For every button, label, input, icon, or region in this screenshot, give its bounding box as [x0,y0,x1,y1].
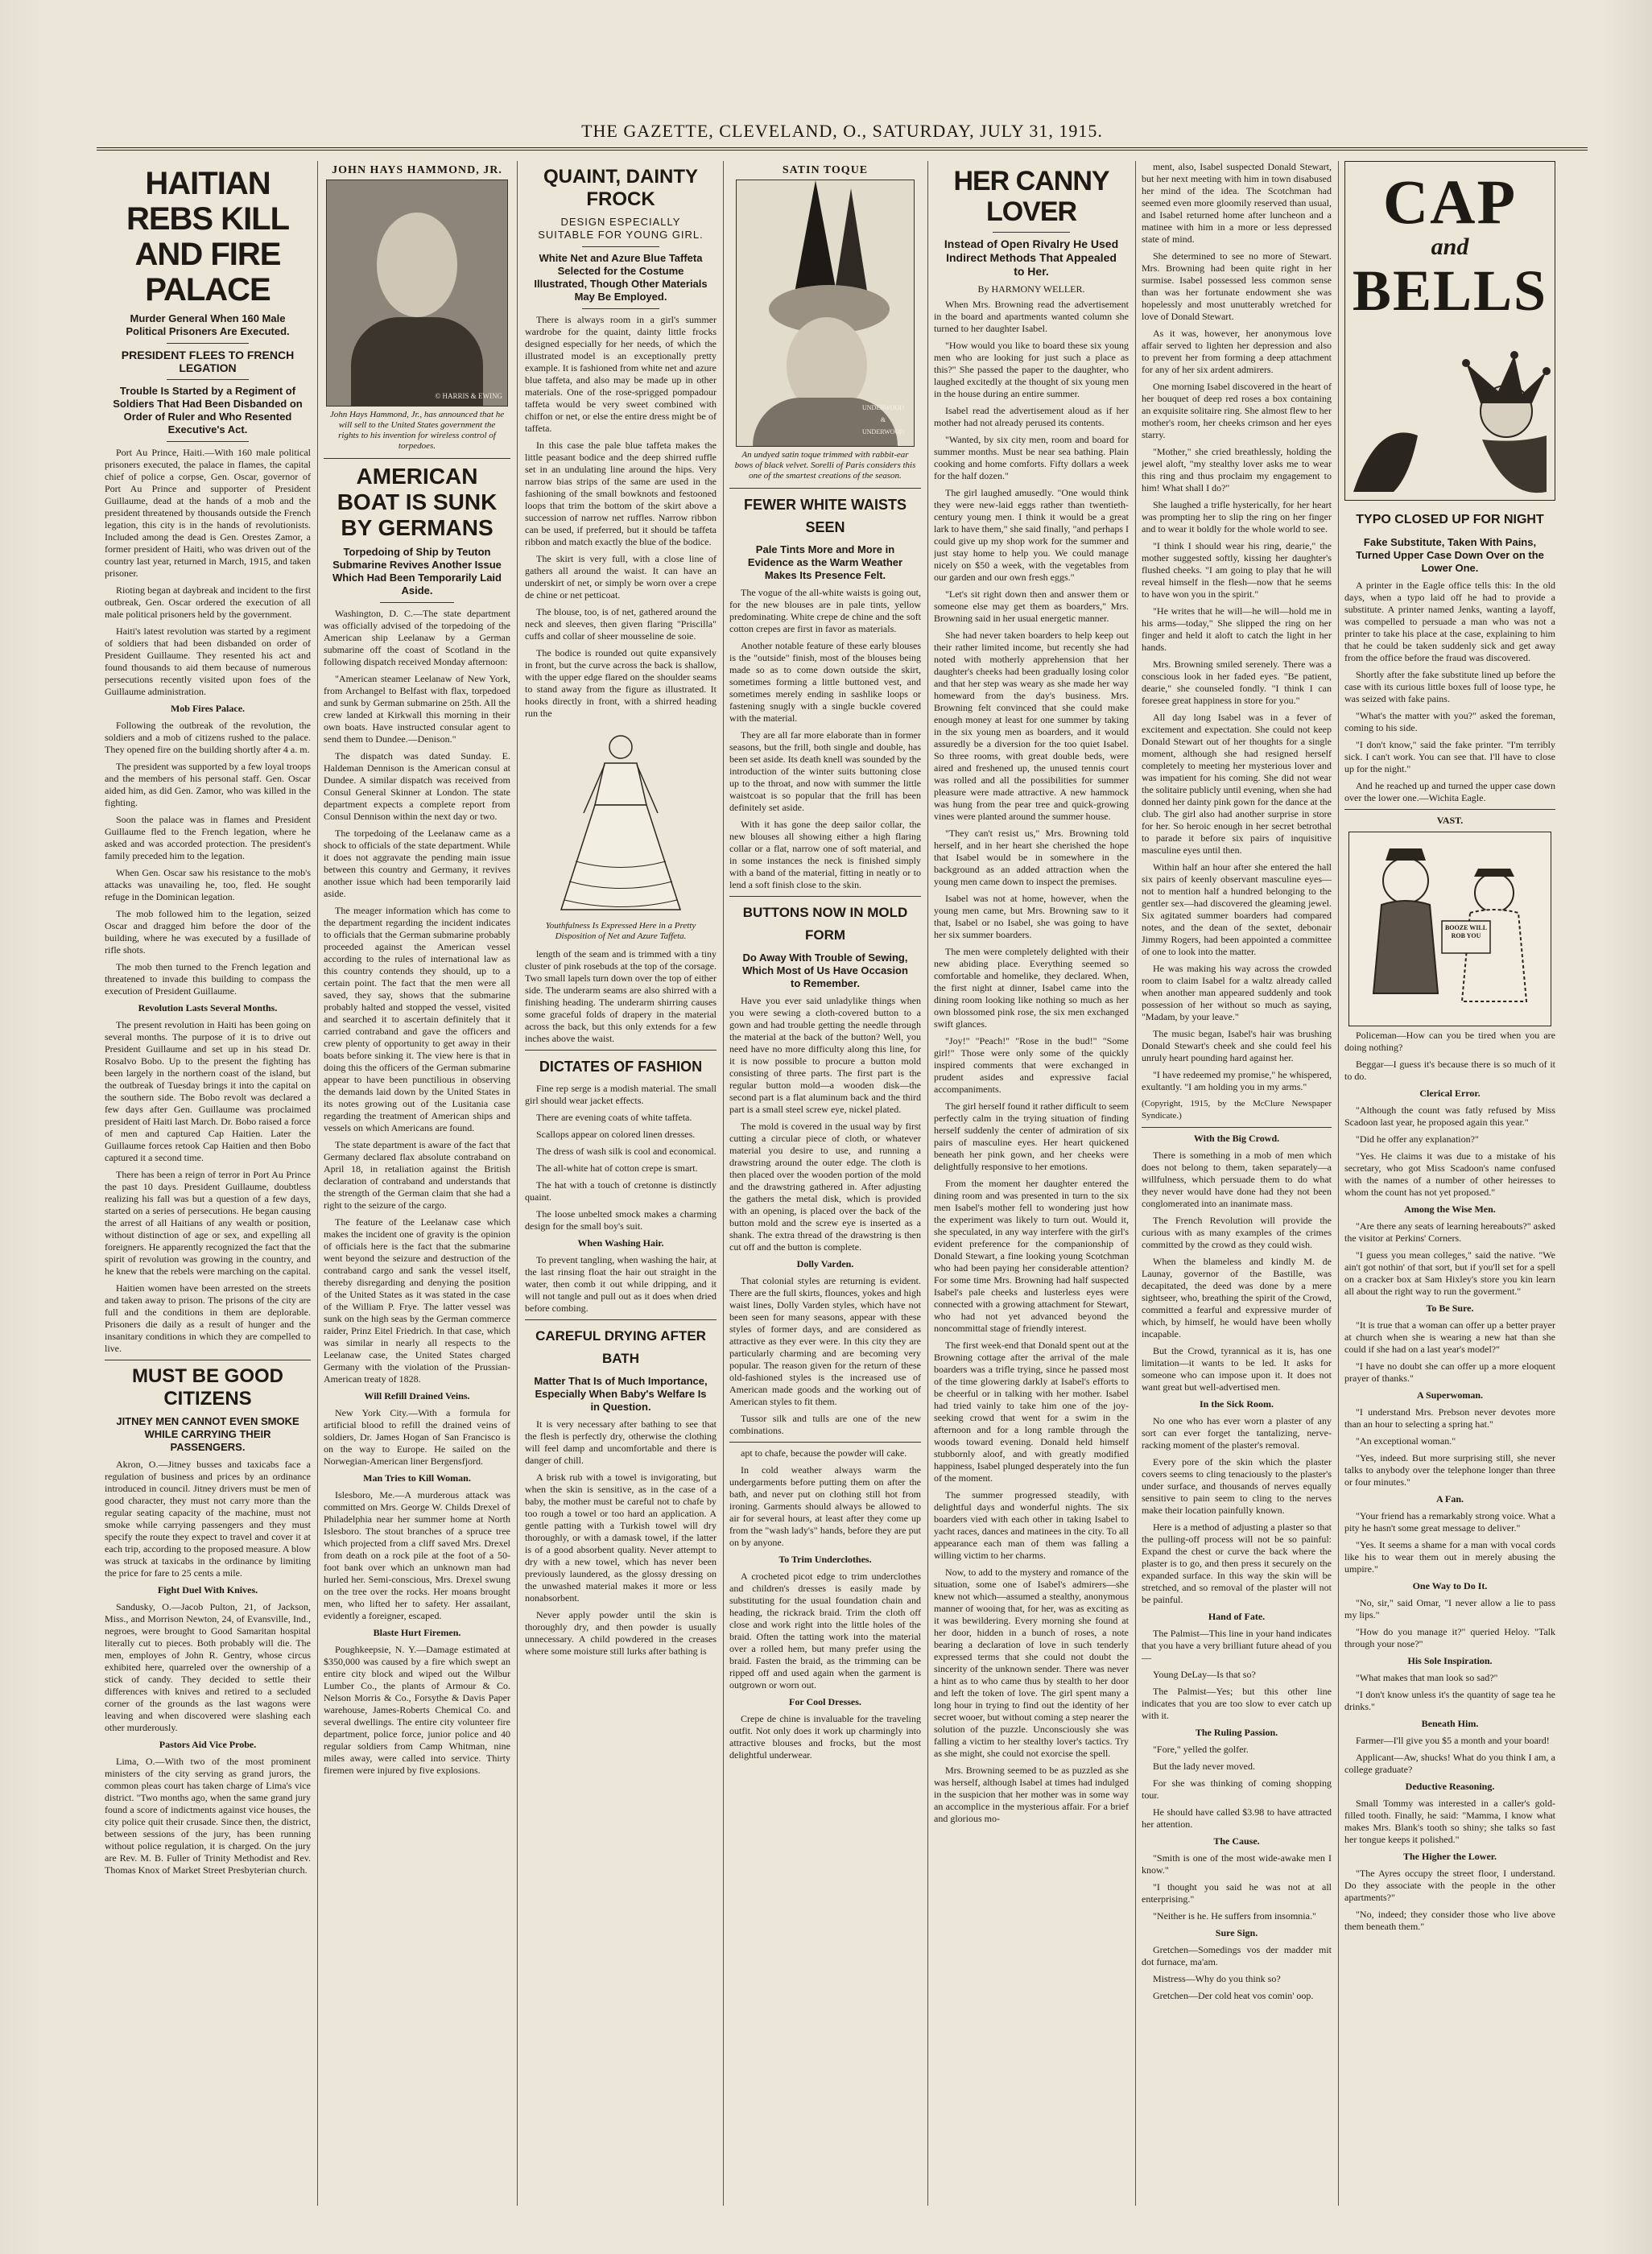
paragraph: The blouse, too, is of net, gathered around the neck and sleeves, then given flaring "Priscilla" cuffs and collar of sheer mousseline de soie. [525,606,717,642]
headline-dainty-frock: QUAINT, DAINTY FROCK [543,166,698,210]
paragraph: "I thought you said he was not at all enterprising." [1142,1881,1332,1905]
paragraph: She laughed a trifle hysterically, for her heart was prompting her to slip the ring on her finger and to wear it boldly for the whole world to see. [1142,499,1332,535]
headline-typo: TYPO CLOSED UP FOR NIGHT [1356,513,1544,526]
paragraph: Another notable feature of these early blouses is the "outside" finish, most of the blouses being made so as to come down outside the skirt, sometimes forming a little buttoned vest, and sometimes merely ending in sashlike loops or fastening snugly with a single buckle covered with the material. [729,640,921,724]
deck: JITNEY MEN CANNOT EVEN SMOKE WHILE CARRYING THEIR PASSENGERS. [116,1415,299,1453]
paragraph: "No, indeed; they consider those who live above them beneath them." [1344,1909,1555,1932]
photo-title: JOHN HAYS HAMMOND, JR. [332,164,502,176]
subhead: For Cool Dresses. [789,1696,861,1707]
divider [729,488,921,489]
paragraph: The meager information which has come to the department regarding the incident indicates to officials that the German submarine probably proceeded against the American vessel according to the rules of international law as this country contends they should, up to a certain point. The fact that the men were all saved, they say, shows that the submarine probably halted and stopped the vessel, visited and searched it to ascertain definitely that it carried contraband and gave the officers and crew plenty of opportunity to get away in their boats before sinking it. The view here is that in doing this the officers of the German submarine appear to have been punctilious in observing the demands laid down by the United States in its notes growing out of the Lusitania case regarding the treatment of American ships and vessels on which Americans are found. [324,905,510,1133]
paragraph: With it has gone the deep sailor collar, the new blouses all showing either a high flaring collar or a flat, narrow one of soft material, and in some instances the neck is finished simply with a band of the material, fitting in neatly or to lend a soft finish close to the skin. [729,819,921,890]
paragraph: ment, also, Isabel suspected Donald Stewart, but her next meeting with him in town disabused her mind of the idea. The Scotchman had seemed even more gloomily reserved than usual, and Isabel returned home after luncheon and a matinee with him in a more or less depressed state of mind. [1142,161,1332,245]
paragraph: "Did he offer any explanation?" [1356,1133,1479,1145]
paragraph: Soon the palace was in flames and President Guillaume fled to the French legation, where he asked and was accorded protection. The president's family preceded him to the legation. [105,814,311,861]
paragraph: All day long Isabel was in a fever of excitement and expectation. She could not keep Donald Stewart out of her thoughts for a single moment, although she had resigned herself completely to meeting her mysterious lover and was impatient for his coming. She did not wear the solitaire publicly until evening, when she had donned her dainty pink gown for the dance at the club. The girl also had another surprise in store for her. So heroic enough in her secret betrothal to parade it before six pairs of inquisitive masculine eyes until then. [1142,712,1332,856]
deck: Matter That Is of Much Importance, Especially When Baby's Welfare Is in Question. [534,1375,708,1413]
divider [582,246,659,247]
subhead: Clerical Error. [1419,1088,1481,1099]
paragraph: Here is a method of adjusting a plaster so that the pulling-off process will not be so painful: Expand the chest or curve the back where the plaster is to go, and then press it securely on the expanded surface. In this way the skin will be stretched, and so removal of the plaster will not be painful. [1142,1521,1332,1605]
masthead: THE GAZETTE, CLEVELAND, O., SATURDAY, JULY 31, 1915. [581,121,1103,141]
paragraph: The loose unbelted smock makes a charming design for the small boy's suit. [525,1208,717,1232]
paragraph: New York City.—With a formula for artificial blood to refill the drained veins of soldiers, Dr. James Hogan of San Francisco is on the way to Europe. He sailed on the Norwegian-American liner Bergensfjord. [324,1407,510,1467]
divider [525,1050,717,1051]
paragraph: Every pore of the skin which the plaster covers seems to cling tenaciously to the plaster's under surface, and thousands of nerves equally sensitive to pain seem to cling to the nerves make their location painfully known. [1142,1456,1332,1516]
paragraph: A brisk rub with a towel is invigorating, but when the skin is sensitive, as in the case of a baby, the mother must be careful not to chafe by too rough a towel or too hard an application. A gentle patting with a Turkish towel will dry thoroughly, or with a damask towel, if the latter is of a good absorbent quality. Never attempt to dry with a new towel, which has never been previously laundered, as the glossy dressing on the unwashed material makes it more or less nonabsorbent. [525,1472,717,1604]
paragraph: "It is true that a woman can offer up a better prayer at church when she is wearing a new hat than she could if she had on a last year's model?" [1344,1319,1555,1355]
paragraph: "I don't know," said the fake printer. "I'm terribly sick. I can't work. You can see that. I'll have to close up for the night." [1344,739,1555,774]
paragraph: The mob then turned to the French legation and threatened to invade this building to compass the execution of President Guillaume. [105,961,311,997]
toque-bow-left [793,180,838,301]
paragraph: Fine rep serge is a modish material. The small girl should wear jacket effects. [525,1083,717,1106]
paragraph: The all-white hat of cotton crepe is smart. [536,1162,698,1174]
paragraph: The present revolution in Haiti has been going on several months. The purpose of it is to drive out President Guillaume and set up in his stead Dr. Rosalvo Bobo. Up to the present the fighting has been largely in the northern coast of the island, but the outbreak of Tuesday brings it into the capital on the southern side. The Bobo revolt was declared a few days after Gen. Guillaume was proclaimed president of Haiti last March. Dr. Bobo raised a force of men and captured Cap Haitien. Later the Guillaume forces retook Cap Haitien and then Bobo captured it a second time. [105,1019,311,1163]
paragraph: "No, sir," said Omar, "I never allow a lie to pass my lips." [1344,1597,1555,1620]
divider [324,458,510,459]
subhead: Will Refill Drained Veins. [364,1390,470,1402]
photo-credit: © HARRIS & EWING [435,392,502,400]
subhead: Fight Duel With Knives. [157,1584,258,1596]
subhead: The Higher the Lower. [1403,1851,1497,1862]
deck: PRESIDENT FLEES TO FRENCH LEGATION [121,349,295,374]
paragraph: The Palmist—Yes; but this other line indicates that you are too slow to ever catch up with it. [1142,1686,1332,1721]
paragraph: The mob followed him to the legation, seized Oscar and dragged him before the door of the building, where he was executed by a fusillade of rifle shots. [105,908,311,956]
deck: Trouble Is Started by a Regiment of Soldiers That Had Been Disbanded on Order of Ruler and Who Resented Executive's Act. [113,385,303,436]
paragraph: She had never taken boarders to help keep out their rather limited income, but recently she had noted with motherly apprehension that her daughter's cheeks had been gradually losing color and that her step was weary as she made her way homeward from the day's business. Mrs. Browning felt convinced that she could make enough money at least for one summer by taking in the six young men as boarders, and it would assuredly be a diversion for the too quiet Isabel. So three rooms, with great double beds, were aired and freshened up, the unused tennis court was rolled and all the possibilities for summer pleasure were made attractive. A new hammock was hung from the pear tree and quick-growing vines were planted around the summer house. [934,630,1129,822]
paragraph: "The Ayres occupy the street floor, I understand. Do they associate with the people in the other apartments?" [1344,1868,1555,1903]
subhead: In the Sick Room. [1199,1398,1274,1410]
paragraph: "Let's sit right down then and answer them or someone else may get them as boarders," Mrs. Browning said in her usual energetic manner. [934,588,1129,624]
paragraph: "Your friend has a remarkably strong voice. What a pity he hasn't some great message to deliver." [1344,1510,1555,1534]
paragraph: "I have redeemed my promise," he whispered, exultantly. "I am holding you in my arms." [1142,1069,1332,1092]
paragraph: "Mother," she cried breathlessly, holding the jewel aloft, "my stealthy lover asks me to wear this ring and thus proclaim my engagement to him! What shall I do?" [1142,446,1332,493]
subhead: Sure Sign. [1215,1927,1258,1938]
column-4 [729,161,921,2206]
paragraph: The bodice is rounded out quite expansively in front, but the curve across the back is shallow, with the upper edge flared on the shoulder seams to stand away from the figure as illustrated. It hooks directly in front, with a shirred heading run the [525,647,717,719]
paragraph: length of the seam and is trimmed with a tiny cluster of pink rosebuds at the top of the corsage. Two small lapels turn down over the top of either side. The underarm seams are also shirred with a finishing heading. The underarm shirring causes some graceful folds of drapery in the material across the back, but this only extends for a few inches above the waist. [525,948,717,1044]
paragraph: "Fore," yelled the golfer. [1153,1744,1249,1755]
divider [729,1442,921,1443]
paragraph: No one who has ever worn a plaster of any sort can ever forget the tantalizing, nerve-racking moment of the plaster's removal. [1142,1415,1332,1451]
divider [1142,1127,1332,1128]
deck: Instead of Open Rivalry He Used Indirect Methods That Appealed to Her. [944,237,1119,278]
subhead: Mob Fires Palace. [170,703,246,714]
subhead: Deductive Reasoning. [1405,1781,1495,1792]
paragraph: They are all far more elaborate than in former seasons, but the frill, both single and double, has been set aside. Its death knell was sounded by the introduction of the winter suits buttoning close up to the throat, and now with summer the little waistcoat is so popular that the frill has been definitely set aside. [729,729,921,813]
copyright-note: (Copyright, 1915, by the McClure Newspaper Syndicate.) [1142,1099,1332,1121]
paragraph: In this case the pale blue taffeta makes the little peasant bodice and the deep shirred ruffle set in an undulating line around the hips. Very narrow bias strips of the same are used in the fashioning of the small bowknots and festooned loops that trim the bottom of the skirt above a succession of narrow net ruffles. Narrow ribbon can be used, if preferred, but it should be taffeta ribbon and match exactly the blue of the bodice. [525,440,717,547]
logo-and: and [1431,233,1469,260]
paragraph: There is something in a mob of men which does not belong to them, taken separately—a willfulness, which persuade them to do what they never would have done had they not been conglomerated into an inanimate mass. [1142,1150,1332,1209]
paragraph: As it was, however, her anonymous love affair served to lighten her depression and also to prevent her from forming a deep attachment for any of her six ardent admirers. [1142,328,1332,375]
paragraph: But the Crowd, tyrannical as it is, has one limitation—it wants to be led. It asks for someone who can impose upon it. It does not want great but well-advertised men. [1142,1345,1332,1393]
paragraph: The French Revolution will provide the curious with as many examples of the crimes committed by the crowd as they could wish. [1142,1215,1332,1250]
subhead: The Ruling Passion. [1195,1727,1278,1738]
divider [167,343,249,344]
subhead: A Fan. [1435,1493,1464,1505]
divider [993,232,1071,233]
paragraph: Isabel was not at home, however, when the young men came, but Mrs. Browning saw to it that, Isabel or no Isabel, she was going to have her six summer boarders. [934,893,1129,940]
paragraph: "I think I should wear his ring, dearie," the mother suggested softly, kissing her daughter's flushed cheeks. "I am going to play that he will reveal himself in the flesh—now that he seems to have won you in the spirit." [1142,540,1332,600]
paragraph: Haiti's latest revolution was started by a regiment of soldiers that had been disbanded on order of President Guillaume. They resented his act and found thousands to aid them because of numerous persecutions recently visited upon foes of the Guillaume administration. [105,625,311,697]
deck: Fake Substitute, Taken With Pains, Turned Upper Case Down Over on the Lower One. [1356,536,1544,574]
paragraph: He should have called $3.98 to have attracted her attention. [1142,1806,1332,1830]
paragraph: When Gen. Oscar saw his resistance to the mob's attacks was unavailing he, too, fled. He sought refuge in the Dominican legation. [105,867,311,902]
paragraph: Following the outbreak of the revolution, the soldiers and a mob of citizens rushed to the palace. They opened fire on the building shortly after 4 a. m. [105,720,311,755]
paragraph: "How do you manage it?" queried Heloy. "Talk through your nose?" [1344,1626,1555,1649]
illustration-caption: Youthfulness Is Expressed Here in a Pretty Disposition of Net and Azure Taffeta. [545,921,696,941]
column-rule [927,161,928,2206]
subhead: When Washing Hair. [577,1237,664,1249]
dress-drawing [527,724,714,918]
paragraph: Isabel read the advertisement aloud as if her mother had not already perused its contents. [934,405,1129,428]
paragraph: Port Au Prince, Haiti.—With 160 male political prisoners executed, the palace in flames, the capital chief of police a corpse, Gen. Oscar, governor of Port Au Prince and supporter of President Guillaume, dead at the hands of a mob and the president threatened by thousands outside the French legation, this city is in the hands of revolutionists. Included among the dead is Gen. Orestes Zamor, a former president of Haiti, who was driven out of the country last year, returned in March, 1915, and taken prisoner. [105,447,311,579]
paragraph: To prevent tangling, when washing the hair, at the last rinsing float the hair out straight in the water, then comb it out while dripping, and it will not tangle and pull out as it does when dried before combing. [525,1254,717,1314]
deck: Murder General When 160 Male Political Prisoners Are Executed. [126,312,290,337]
paragraph: "I guess you mean colleges," said the native. "We ain't got nothin' of that sort, but if you'll set for a spell on a cracker box at Sam Hixley's store you kin learn all about the right way to run the goverment." [1344,1249,1555,1297]
paragraph: Scallops appear on colored linen dresses. [536,1129,696,1140]
photo-credit: UNDERWOOD & UNDERWOOD [862,404,904,436]
paragraph: A crocheted picot edge to trim underclothes and children's dresses is easily made by substituting for the usual foundation chain and heading, the rickrack braid. Trim the cloth off close and work right into the little holes of the braid. Often the tatting work into the material over a rolled hem, but many prefer using the braid. Fasten the braid, as the trimming can be ripped off and used again when the garment is outgrown or worn out. [729,1571,921,1690]
deck: Torpedoing of Ship by Teuton Submarine Revives Another Issue Which Had Been Temporarily Laid Aside. [332,546,502,597]
paragraph: He was making his way across the crowded room to claim Isabel for a waltz already called when another man appeared suddenly and took possession of her without so much as saying, "Madam, by your leave." [1142,963,1332,1022]
paragraph: That colonial styles are returning is evident. There are the full skirts, flounces, yokes and high waist lines, Dolly Varden styles, which have not been seen for many seasons, appear with these styles of former days, and are considered as attractive as they ever were. In this city they are particularly charming and are becoming very popular. The reason given for the return of these old-fashioned styles is the increased use of American made goods and the working out of American styles to fit them. [729,1275,921,1407]
divider [1344,809,1555,810]
paragraph: It is very necessary after bathing to see that the flesh is perfectly dry, otherwise the clothing will feel damp and uncomfortable and there is danger of chill. [525,1418,717,1466]
paragraph: Lima, O.—With two of the most prominent ministers of the city serving as grand jurors, the common pleas court has taken charge of Lima's vice district. "Two months ago, when the same grand jury found a score of indictments against vice houses, the city police quit their crusade. Since then, the district, between sessions of the jury, has been running without police regulation, it is charged. On the jury are Rev. M. B. Fuller of Trinity Methodist and Rev. Thomas Knox of Market Street Presbyterian church. [105,1756,311,1876]
subhead: A Superwoman. [1416,1389,1483,1401]
paragraph: Haitien women have been arrested on the streets and taken away to prison. The prisons of the city are full and the conditions in them are deplorable. Prisoners die daily as a result of hunger and the insanitary conditions in which they are compelled to live. [105,1282,311,1354]
paragraph: In cold weather always warm the undergarments before putting them on after the bath, and never put on clothing still hot from ironing. Garments should always be allowed to air for several hours, at least after they come up from the "wash lady's" hands, before they are put on by anyone. [729,1464,921,1548]
paragraph: "Yes, indeed. But more surprising still, she never talks to anybody over the telephone longer than three or four minutes." [1344,1452,1555,1488]
paragraph: Islesboro, Me.—A murderous attack was committed on Mrs. George W. Childs Drexel of Philadelphia near her summer home at North Islesboro. The stout branches of a spruce tree which projected from a cliff saved Mrs. Drexel from death on a rock pile at the foot of a 50-foot bank over which an unknown man had hurled her. Semi-conscious, Mrs. Drexel swung on the tree over the rocks. Her moans brought men, who lifted her to safety. Her assailant, evidently a foreigner, escaped. [324,1489,510,1621]
paragraph: The girl herself found it rather difficult to seem perfectly calm in the trying situation of finding herself suddenly the center of admiration of six pairs of masculine eyes. Her heart quickened beneath her pink gown, and her cheeks were delightfully responsive to her emotions. [934,1100,1129,1172]
paragraph: The skirt is very full, with a close line of gathers all around the waist. It can have an underskirt of net, or simply be worn over a crepe de chine or net petticoat. [525,553,717,601]
photo-caption: John Hays Hammond, Jr., has announced that he will sell to the United States government the rights to his invention for wireless control of torpedoes. [329,410,505,451]
headline-american-boat: AMERICAN BOAT IS SUNK BY GERMANS [337,464,498,540]
paragraph: The summer progressed steadily, with delightful days and wonderful nights. The six boarders vied with each other in taking Isabel to yacht races, dances and matinees in the city. To all appearance each man of them was falling a willing victim to her charms. [934,1489,1129,1561]
column-rule [517,161,518,2206]
subhead: Pastors Aid Vice Probe. [159,1739,257,1750]
paragraph: Rioting began at daybreak and incident to the first outbreak, Gen. Oscar ordered the execution of all male political prisoners held by the government. [105,584,311,620]
paragraph: The girl laughed amusedly. "One would think they were new-laid eggs rather than twentieth-century young men. I think it would be a great lark to have them," she said finally, "and perhaps I could give up my shop work for the summer and just stay home to help you. We could manage nicely on $50 a week, with the vegetables from our garden and our own fresh eggs." [934,487,1129,583]
paragraph: "What makes that man look so sad?" [1356,1672,1498,1683]
paragraph: There has been a reign of terror in Port Au Prince the past 10 days. President Guillaume, doubtless realizing his fall was but a question of a few days, started on a series of persecutions. He began causing the arrest of all Haitians of any wealth or position, without distinction of age or sex, and expelling all foreigners. He apparently recognized the fact that the spirit of revolution was growing in the country, and he knew that the rebels were marching on the capital. [105,1169,311,1277]
headline-canny-lover: HER CANNY LOVER [953,166,1109,227]
subhead: The Cause. [1213,1835,1260,1847]
paragraph: "An exceptional woman." [1356,1435,1456,1447]
headline-haitian: HAITIAN REBS KILL AND FIRE PALACE [126,166,290,308]
paragraph: "Wanted, by six city men, room and board for summer months. Must be near sea bathing. Plain cooking and home comforts. Fifty dollars a week for the half dozen." [934,434,1129,481]
headline-dictates: DICTATES OF FASHION [539,1059,703,1075]
portrait-face [377,213,457,317]
paragraph: The dispatch was dated Sunday. E. Haldeman Dennison is the American consul at Dundee. A similar dispatch was received from Consul General Skinner at London. The state department expects a complete report from Consul Dennison within the next day or two. [324,750,510,822]
paragraph: Within half an hour after she entered the hall six pairs of keenly observant masculine eyes—not to mention half a hundred belonging to the gentler sex—had discovered the gleaming jewel. Six agitated summer boarders had compared notes, and the dean of the sextet, debonair Jimmy Rogers, had been appointed a committee of one to look into the matter. [1142,861,1332,957]
headline-careful-drying: CAREFUL DRYING AFTER BATH [535,1328,706,1366]
column-1 [105,161,311,2206]
photo-title: SATIN TOQUE [782,164,869,176]
dress-illustration [527,724,714,918]
subhead: With the Big Crowd. [1193,1133,1280,1144]
paragraph: The torpedoing of the Leelanaw came as a shock to officials of the state department. While it does not aggravate the pending main issue between this country and Germany, it revives another issue which had been temporarily laid aside. [324,828,510,899]
paragraph: The feature of the Leelanaw case which makes the incident one of gravity is the opinion of officials here is the fact that the submarine went beyond the seizure and destruction of the contraband cargo and sank the vessel itself, thereby disregarding and denying the position of the United States as it was stated in the case of the William P. Frye. The latter vessel was sunk on the high seas by the German commerce raider, Prinz Eitel Friedrich. In that case, which was similar in nearly all respects to the Leelanaw case, the United States charged Germany with the violation of the Prussian-American treaty of 1828. [324,1216,510,1385]
paragraph: When Mrs. Browning read the advertisement in the board and apartments wanted column she turned to her daughter Isabel. [934,299,1129,334]
paragraph: She determined to see no more of Stewart. Mrs. Browning had been quite right in her surmise. Isabel possessed less common sense than was her fortunate endowment she was hopelessly and most unutterably wretched for love of Donald Stewart. [1142,250,1332,322]
jester-drawing [1345,323,1555,500]
column-rule [723,161,724,2206]
column-2 [324,161,510,2206]
paragraph: The music began, Isabel's hair was brushing Donald Stewart's cheek and she could feel his unruly heart pounding hard against her. [1142,1028,1332,1063]
paragraph: Crepe de chine is invaluable for the traveling outfit. Not only does it work up charmingly into attractive blouses and frocks, but the most delightful underwear. [729,1713,921,1761]
logo-bells: BELLS [1352,258,1548,323]
paragraph: Gretchen—Somedings vos der madder mit dot furnace, ma'am. [1142,1944,1332,1967]
deck: White Net and Azure Blue Taffeta Selected for the Costume Illustrated, Though Other Materials May Be Employed. [534,252,708,303]
paragraph: Farmer—I'll give you $5 a month and your board! [1356,1735,1550,1746]
cap-and-bells-logo [1344,161,1555,501]
divider [582,308,659,309]
paragraph: Have you ever said unladylike things when you were sewing a cloth-covered button to a gown and had trouble getting the needle through the material at the back of the button? Well, you need have no more difficulty along this line, for it is now possible to procure a button mold consisting of three parts. The first part is the regular button mold—a wooden disk—the second part is a flat aluminum back and the third part is a small steel screw eye, nickel plated. [729,995,921,1115]
column-6 [1142,161,1332,2206]
paragraph: The mold is covered in the usual way by first cutting a circular piece of cloth, or whatever material you desire to use, and running a drawstring around the outer edge. The cloth is then placed over the wooden portion of the mold and the drawstring gathered in. After adjusting the gathers the metal disk, which is provided with an opening, is placed over the back of the button mold and the screw eye is inserted as a shank. The extra thread of the drawstring is then cut off and the button is complete. [729,1121,921,1253]
byline: By HARMONY WELLER. [977,283,1085,295]
paragraph: The first week-end that Donald spent out at the Browning cottage after the arrival of the male boarders was a trifle trying, since he passed most of the time glowering darkly at Isabel's efforts to be cheerful or in talking with her mother. Isabel had tried vainly to take him one of the joy-seeking crowd that went for a swim in the afternoon and for a long ramble through the woods toward evening. Donald held himself stubbornly aloof, and with greatly modified happiness, Isabel plunged desperately into the fun of the moment. [934,1340,1129,1484]
paragraph: The dress of wash silk is cool and economical. [536,1146,717,1157]
divider [167,379,249,380]
subhead: Dolly Varden. [796,1258,854,1269]
subhead: To Be Sure. [1426,1302,1474,1314]
paragraph: The state department is aware of the fact that Germany declared flax absolute contraband on April 18, in retaliation against the British declaration of contraband and understands that the strength of the German claim that she had a right to the seizure of the cargo. [324,1139,510,1211]
paragraph: One morning Isabel discovered in the heart of her bouquet of deep red roses a box containing an exquisite solitaire ring. She almost flew to her mother's room, her cheeks crimson and her eyes starry. [1142,381,1332,440]
cartoon [1348,832,1551,1026]
paragraph: The Palmist—This line in your hand indicates that you have a very brilliant future ahead of you— [1142,1628,1332,1663]
paragraph: Now, to add to the mystery and romance of the situation, some one of Isabel's admirers—she knew not which—assumed a stealthy, anonymous manner of wooing that, for her, was as exciting as it was bewildering. Every morning she found at her door, hidden in a bunch of roses, a note bearing a declaration of love in such tenderly expressed terms that she could not doubt the sincerity of the unknown sender. There was never a hint as to who came thus by stealth to her door and left the token of love. The girl spent many a long hour in trying to find out the identity of her secret wooer, but without coming a step nearer the solution of the puzzle. Unconsciously she was falling a victim to her stealthy lover's tactics. Try as she might, she could not exorcise the spell. [934,1567,1129,1759]
paragraph: For she was thinking of coming shopping tour. [1142,1777,1332,1801]
subhead: To Trim Underclothes. [779,1554,872,1565]
column-3 [525,161,717,2206]
paragraph: Policeman—How can you be tired when you are doing nothing? [1344,1030,1555,1053]
headline-good-citizens: MUST BE GOOD CITIZENS [131,1365,283,1410]
paragraph: The hat with a touch of cretonne is distinctly quaint. [525,1179,717,1203]
photo-caption: An undyed satin toque trimmed with rabbit-ear bows of black velvet. Sorelli of Paris considers this one of the smartest creations of the season. [734,450,916,481]
paragraph: The vogue of the all-white waists is going out, for the new blouses are in pale tints, yellow predominating. White crepe de chine and the soft cotton crepes are first in favor as materials. [729,587,921,634]
paragraph: "They can't resist us," Mrs. Browning told herself, and in her heart she cherished the hope that Isabel would be in somewhere in the background as an added attraction when the young men came down to inspect the premises. [934,828,1129,887]
paragraph: Applicant—Aw, shucks! What do you think I am, a college graduate? [1344,1752,1555,1775]
paragraph: "Are there any seats of learning hereabouts?" asked the visitor at Perkins' Corners. [1344,1220,1555,1244]
logo-cap: CAP [1382,167,1518,237]
paragraph: "He writes that he will—he will—hold me in his arms—today," She slipped the ring on her finger and held it aloft to catch the light in her hands. [1142,605,1332,653]
divider [167,441,249,442]
paragraph: "Yes. It seems a shame for a man with vocal cords like his to wear them out in merely abusing the umpire." [1344,1539,1555,1575]
paragraph: When the blameless and kindly M. de Launay, governor of the Bastille, was decapitated, the deed was done by a mere sightseer, who, breathing the spirit of the Crowd, committed a fearful and expressive murder of which, by himself, he would have been wholly incapable. [1142,1256,1332,1340]
paragraph: There is always room in a girl's summer wardrobe for the quaint, dainty little frocks designed especially for her needs, of which the illustrated model is an exceptionally pretty example. It is fashioned from white net and azure blue taffeta, and also may be made up in other materials. One of the rose-sprigged pompadour taffeta would be very sweet combined with chiffon or net, or else the entire dress might be of taffeta. [525,314,717,434]
subhead: Among the Wise Men. [1404,1203,1496,1215]
subhead: His Sole Inspiration. [1407,1655,1493,1666]
column-5 [934,161,1129,2206]
divider [525,1319,717,1320]
paragraph: Beggar—I guess it's because there is so much of it to do. [1344,1059,1555,1082]
paragraph: The men were completely delighted with their new abiding place. Everything seemed so comfortable and homelike, they declared. When, the first night at dinner, Isabel came into the dining room looking like nothing so much as her own blossomed pink rose, the six men exchanged swift glances. [934,946,1129,1030]
paragraph: "Yes. He claims it was due to a mistake of his secretary, who got Miss Scadoon's name confused with the names of a number of other heiresses to whom the count has not yet proposed." [1344,1150,1555,1198]
paragraph: Washington, D. C.—The state department was officially advised of the torpedoing of the American ship Leelanaw by a German submarine off the coast of Scotland in the following dispatch received Monday afternoon: [324,608,510,667]
paragraph: "Although the count was fatly refused by Miss Scadoon last year, he proposed again this year." [1344,1104,1555,1128]
paragraph: apt to chafe, because the powder will cake. [741,1447,907,1459]
subhead: Beneath Him. [1421,1718,1479,1729]
paragraph: "Smith is one of the most wide-awake men I know." [1142,1852,1332,1876]
divider [380,602,455,603]
subhead: Blaste Hurt Firemen. [373,1627,461,1638]
paragraph: "How would you like to board these six young men who are looking for just such a place as this?" She passed the paper to the daughter, who laughed excitedly at the thought of six young men in the house during an entire summer. [934,340,1129,399]
cartoon-sign: BOOZE WILL ROB YOU [1444,924,1488,939]
paragraph: "I understand Mrs. Prebson never devotes more than an hour to selecting a spring hat." [1344,1406,1555,1430]
paragraph: Gretchen—Der cold heat vos comin' oop. [1153,1990,1314,2001]
paragraph: Mrs. Browning smiled serenely. There was a conscious look in her faded eyes. "Be patient, dearie," she counseled fondly. "I think I can foresee great happiness in store for you." [1142,658,1332,706]
column-7 [1344,161,1555,2206]
divider [729,896,921,897]
portrait-photo [326,180,508,407]
paragraph: A printer in the Eagle office tells this: In the old days, when a typo laid off he had to provide a substitute. A printer named Jenks, wanting a layoff, was compelled to persuade a man who was not a printer to take his place at the case, explaining to him that he could be taken suddenly sick and get away from the office before the fraud was discovered. [1344,580,1555,663]
paragraph: "Neither is he. He suffers from insomnia." [1153,1910,1316,1922]
paragraph: Small Tommy was interested in a caller's gold-filled tooth. Finally, he said: "Mamma, I know what makes Mrs. Blank's tooth so shiny; she talks so fast her tongue keeps it polished." [1344,1798,1555,1845]
paragraph: From the moment her daughter entered the dining room and was presented in turn to the six men Isabel's mother fell to wondering just how the experiment was likely to turn out. Would it, she speculated, in any way interfere with the girl's evident preference for the companionship of Donald Stewart, a fine looking young Scotchman who had been paying her considerable attention? For some time Mrs. Browning had half suspected Isabel's pale cheeks and lusterless eyes were connected with a growing attachment for Stewart, who had not yet advanced beyond the noncommittal stage of friendly interest. [934,1178,1129,1334]
paragraph: And he reached up and turned the upper case down over the lower one.—Wichita Eagle. [1344,780,1555,803]
subhead: Man Tries to Kill Woman. [363,1472,471,1484]
paragraph: Akron, O.—Jitney busses and taxicabs face a regulation of business and prices by an ordinance introduced in council. Jitney drivers must be men of good character, they must not carry more than the regular seating capacity of the machine, must not smoke while carrying passengers and they must specify the route they expect to travel and cover it at each trip, according to the proposed measure. A blow was struck at taxicabs in the ordinance by limiting the price for fare to 25 cents a mile. [105,1459,311,1579]
paragraph: Tussor silk and tulls are one of the new combinations. [729,1413,921,1436]
paragraph: Poughkeepsie, N. Y.—Damage estimated at $350,000 was caused by a fire which swept an entire city block and wiped out the Wilbur Lumber Co., the plants of Armour & Co. Nelson Morris & Co., Forsythe & Davis Paper warehouse, James-Roberts Chemical Co. and several dwellings. The entire city volunteer fire department, police force, junior police and 40 regular soldiers from Camp Whitman, nine miles away, were called into service. Thirty firemen were injured by five explosions. [324,1644,510,1776]
deck: DESIGN ESPECIALLY SUITABLE FOR YOUNG GIRL. [538,216,704,241]
paragraph: "Joy!" "Peach!" "Rose in the bud!" "Some girl!" Those were only some of the quickly inspired comments that were exchanged in prudent asides and expressive facial accompaniments. [934,1035,1129,1095]
paragraph: "What's the matter with you?" asked the foreman, coming to his side. [1344,710,1555,733]
paragraph: Mrs. Browning seemed to be as puzzled as she was herself, although Isabel at times had indulged in the suspicion that her mother was in some way an accomplice in the mysterious affair. For a brief and glorious mo- [934,1765,1129,1824]
paragraph: Shortly after the fake substitute lined up before the case with its curious little boxes full of loose type, he was seized with fake pains. [1344,669,1555,704]
headline-white-waists: FEWER WHITE WAISTS SEEN [744,497,907,535]
deck: Do Away With Trouble of Sewing, Which Most of Us Have Occasion to Remember. [742,952,908,989]
column-rule [1135,161,1136,2206]
subhead: Revolution Lasts Several Months. [138,1002,278,1013]
paragraph: Young DeLay—Is that so? [1153,1669,1256,1680]
masthead-rule [97,147,1588,151]
toque-photo [736,180,915,447]
headline-buttons: BUTTONS NOW IN MOLD FORM [742,905,908,943]
deck: Pale Tints More and More in Evidence as the Warm Weather Makes Its Presence Felt. [747,543,903,581]
paragraph: Never apply powder until the skin is thoroughly dry, and then powder is usually unnecessary. A child powdered in the creases where some moisture still lurks after bathing is [525,1609,717,1657]
column-rule [317,161,318,2206]
paragraph: Sandusky, O.—Jacob Pulton, 21, of Jackson, Miss., and Morrison Newton, 24, of Evansville, Ind., negroes, were brought to Good Samaritan hospital literally cut to pieces. Both probably will die. The men, employes of John R. Gentry, whose circus exhibited here, quarreled over the ownership of a stick of candy. They decided to settle their differences with knives and retired to a secluded corner of the grounds as the last wagons were leaving and when discovered were slashing each other murderously. [105,1601,311,1733]
subhead: Hand of Fate. [1208,1611,1266,1622]
paragraph: "American steamer Leelanaw of New York, from Archangel to Belfast with flax, torpedoed and sunk by German submarine on 25th. All the crew landed at Kirkwall this morning in their own boats. Have instructed consular agent to send them to Dundee.—Denison." [324,673,510,745]
column-rule [1338,161,1339,2206]
paragraph: There are evening coats of white taffeta. [536,1112,692,1123]
paragraph: But the lady never moved. [1153,1761,1255,1772]
subhead: One Way to Do It. [1412,1580,1488,1591]
paragraph: "I have no doubt she can offer up a more eloquent prayer of thanks." [1344,1360,1555,1384]
paragraph: "I don't know unless it's the quantity of sage tea he drinks." [1344,1689,1555,1712]
cartoon-title: VAST. [1436,815,1464,826]
paragraph: Mistress—Why do you think so? [1153,1973,1281,1984]
toque-bow-right [833,188,869,301]
paragraph: The president was supported by a few loyal troops and the members of his personal staff. Gen. Oscar aided him, as did Gen. Zamor, who was killed in the fighting. [105,761,311,808]
